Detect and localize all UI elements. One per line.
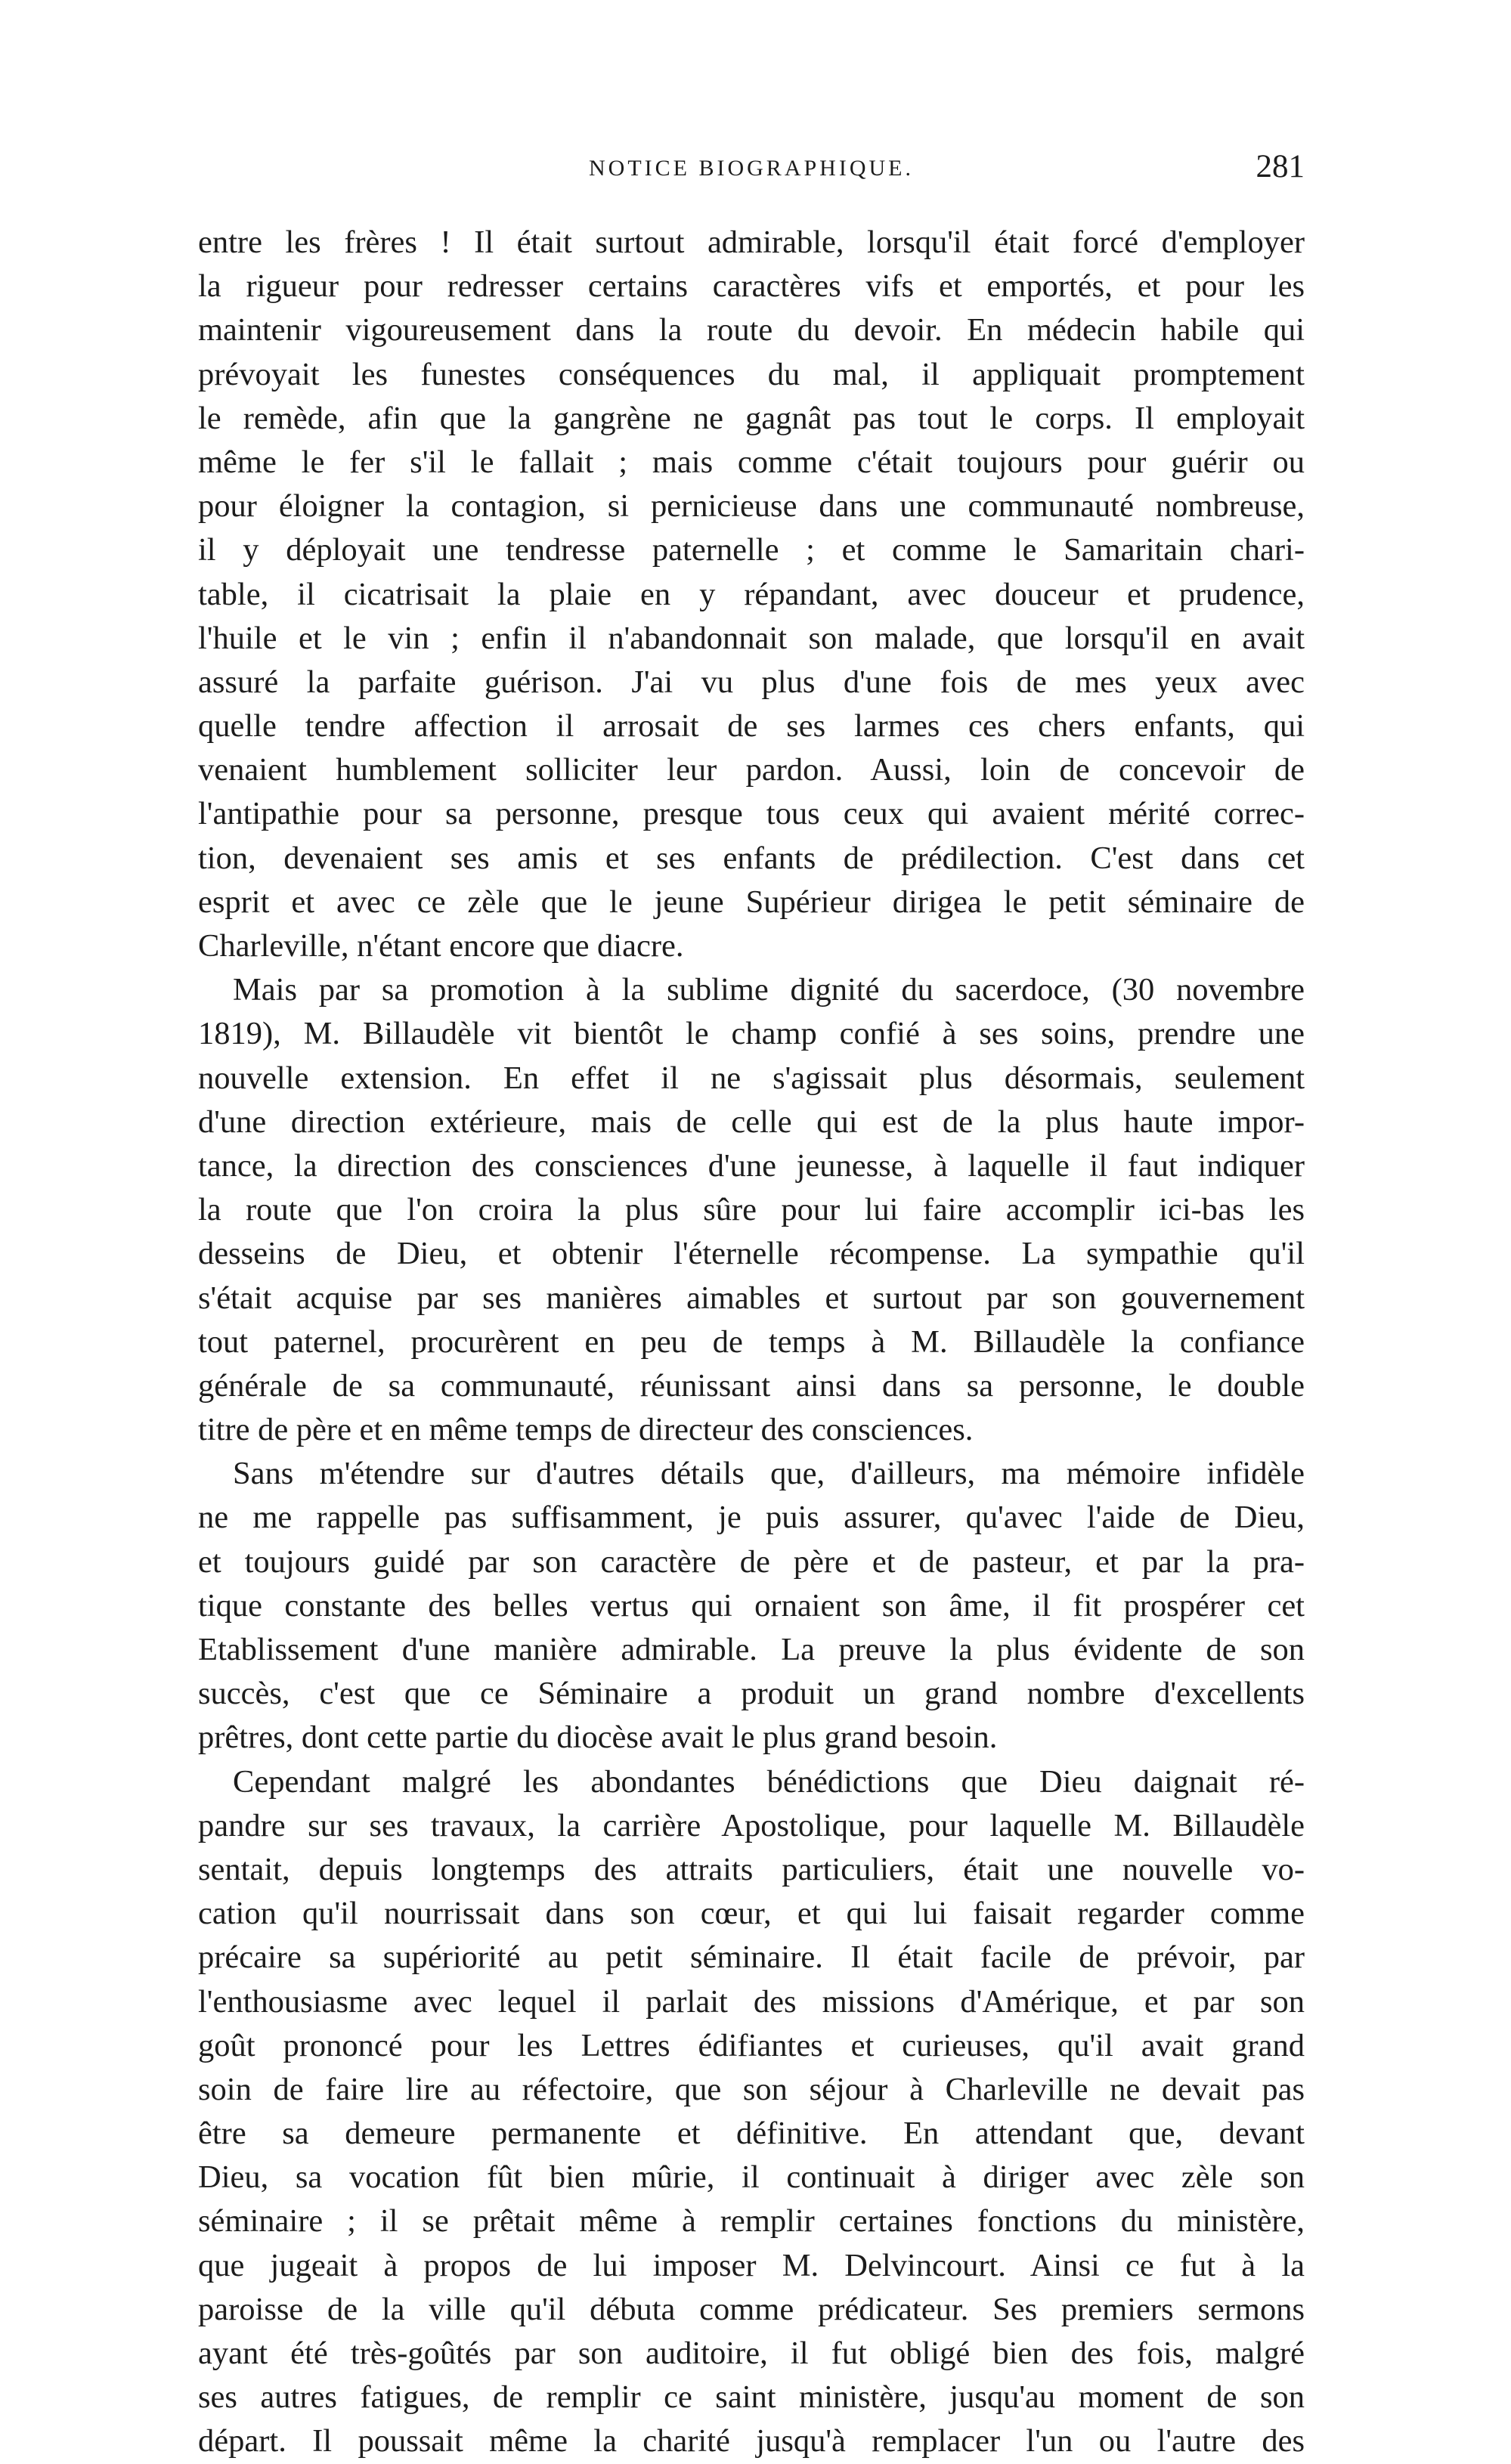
text-line: titre de père et en même temps de directeur des consciences. [198,1412,974,1448]
text-line: l'enthousiasme avec lequel il parlait des missions d'Amérique, et par son [198,1983,1305,2020]
text-line: ne me rappelle pas suffisamment, je puis assurer, qu'avec l'aide de Dieu, [198,1500,1305,1536]
text-line: tout paternel, procurèrent en peu de temps à M. Billaudèle la confiance [198,1323,1305,1360]
text-line: Mais par sa promotion à la sublime dignité du sacerdoce, (30 novembre [233,972,1305,1008]
text-line: esprit et avec ce zèle que le jeune Supérieur dirigea le petit séminaire de [198,884,1305,920]
text-line: s'était acquise par ses manières aimables et surtout par son gouvernement [198,1280,1305,1316]
text-line: ayant été très-goûtés par son auditoire, il fut obligé bien des fois, malgré [198,2336,1305,2371]
text-line: goût prononcé pour les Lettres édifiantes et curieuses, qu'il avait grand [198,2027,1305,2063]
text-line: Dieu, sa vocation fût bien mûrie, il continuait à diriger avec zèle son [198,2159,1305,2196]
text-line: soin de faire lire au réfectoire, que son séjour à Charleville ne devait pas [198,2071,1305,2107]
text-line: même le fer s'il le fallait ; mais comme c'était toujours pour guérir ou [198,444,1305,480]
text-line: sentait, depuis longtemps des attraits particuliers, était une nouvelle vo- [198,1851,1305,1887]
text-line: desseins de Dieu, et obtenir l'éternelle récompense. La sympathie qu'il [198,1236,1305,1272]
text-line: venaient humblement solliciter leur pardon. Aussi, loin de concevoir de [198,752,1305,788]
page-number: 281 [1256,149,1305,184]
text-line: séminaire ; il se prêtait même à remplir certaines fonctions du ministère, [198,2203,1305,2240]
text-line: la rigueur pour redresser certains caractères vifs et emportés, et pour les [198,268,1305,305]
text-line: d'une direction extérieure, mais de celle qui est de la plus haute impor- [198,1104,1305,1140]
text-line: succès, c'est que ce Séminaire a produit un grand nombre d'excellents [198,1676,1305,1712]
text-line: prévoyait les funestes conséquences du mal, il appliquait promptement [198,356,1305,392]
text-line: être sa demeure permanente et définitive. En attendant que, devant [198,2116,1305,2152]
text-line: que jugeait à propos de lui imposer M. Delvincourt. Ainsi ce fut à la [198,2247,1305,2283]
text-line: générale de sa communauté, réunissant ainsi dans sa personne, le double [198,1367,1305,1404]
text-line: Cependant malgré les abondantes bénédictions que Dieu daignait ré- [233,1763,1305,1800]
text-line: départ. Il poussait même la charité jusqu'à remplacer l'un ou l'autre des [198,2423,1305,2459]
text-line: quelle tendre affection il arrosait de ses larmes ces chers enfants, qui [198,708,1305,744]
text-line: Etablissement d'une manière admirable. La preuve la plus évidente de son [198,1632,1305,1667]
text-line: cation qu'il nourrissait dans son cœur, et qui lui faisait regarder comme [198,1896,1305,1932]
text-line: entre les frères ! Il était surtout admirable, lorsqu'il était forcé d'employer [198,224,1305,260]
text-line: table, il cicatrisait la plaie en y répandant, avec douceur et prudence, [198,576,1305,612]
text-line: le remède, afin que la gangrène ne gagnât pas tout le corps. Il employait [198,400,1305,436]
text-line: Charleville, n'étant encore que diacre. [198,928,684,964]
text-line: nouvelle extension. En effet il ne s'agissait plus désormais, seulement [198,1060,1305,1096]
text-line: paroisse de la ville qu'il débuta comme prédicateur. Ses premiers sermons [198,2291,1305,2327]
text-line: Sans m'étendre sur d'autres détails que, d'ailleurs, ma mémoire infidèle [233,1456,1305,1492]
text-line: il y déployait une tendresse paternelle ; et comme le Samaritain chari- [198,532,1305,568]
body-text [198,221,1305,2459]
text-line: précaire sa supériorité au petit séminaire. Il était facile de prévoir, par [198,1939,1305,1976]
text-line: ses autres fatigues, de remplir ce saint ministère, jusqu'au moment de son [198,2379,1305,2416]
text-line: pandre sur ses travaux, la carrière Apostolique, pour laquelle M. Billaudèle [198,1807,1305,1843]
text-line: tion, devenaient ses amis et ses enfants de prédilection. C'est dans cet [198,840,1305,876]
text-line: tique constante des belles vertus qui ornaient son âme, il fit prospérer cet [198,1587,1305,1624]
text-line: prêtres, dont cette partie du diocèse avait le plus grand besoin. [198,1720,998,1756]
running-head [198,148,1305,190]
text-line: assuré la parfaite guérison. J'ai vu plus d'une fois de mes yeux avec [198,664,1305,700]
text-line: 1819), M. Billaudèle vit bientôt le champ confié à ses soins, prendre une [198,1016,1305,1052]
running-title: NOTICE BIOGRAPHIQUE. [589,156,914,181]
text-line: maintenir vigoureusement dans la route du devoir. En médecin habile qui [198,312,1305,348]
text-line: l'antipathie pour sa personne, presque tous ceux qui avaient mérité correc- [198,796,1305,832]
text-line: tance, la direction des consciences d'une jeunesse, à laquelle il faut indiquer [198,1147,1305,1184]
text-line: l'huile et le vin ; enfin il n'abandonnait son malade, que lorsqu'il en avait [198,620,1305,656]
text-line: la route que l'on croira la plus sûre pour lui faire accomplir ici-bas les [198,1192,1305,1228]
text-line: pour éloigner la contagion, si pernicieuse dans une communauté nombreuse, [198,488,1305,525]
text-line: et toujours guidé par son caractère de père et de pasteur, et par la pra- [198,1543,1305,1580]
